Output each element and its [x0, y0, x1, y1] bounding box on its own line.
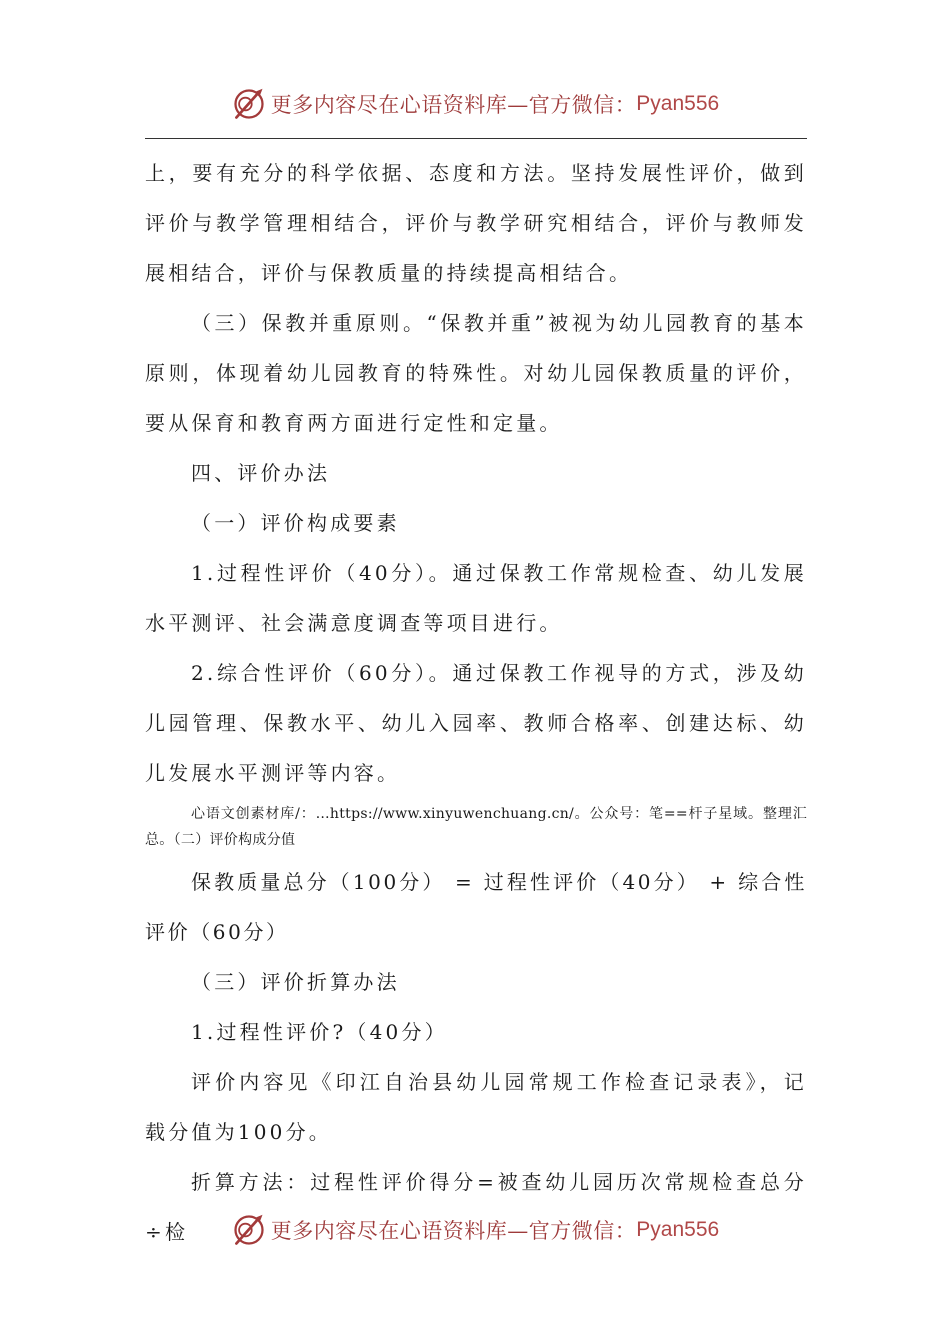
footer-banner	[0, 1208, 950, 1252]
footer-handle: Pyan556	[636, 1218, 720, 1241]
paragraph-evaluation-content: 评价内容见《印江自治县幼儿园常规工作检查记录表》，记载分值为100分。	[145, 1070, 807, 1144]
pen-logo-icon	[231, 1212, 267, 1248]
header-handle: Pyan556	[636, 92, 720, 115]
source-note: 心语文创素材库/：…https://www.xinyuwenchuang.cn/。公众号：笔==杆子星域。整理汇总。（二）评价构成分值	[145, 806, 807, 848]
paragraph-continuation: 上，要有充分的科学依据、态度和方法。坚持发展性评价，做到评价与教学管理相结合，评价与教学研究相结合，评价与教师发展相结合，评价与保教质量的持续提高相结合。	[145, 161, 807, 285]
item-process-evaluation: 1.过程性评价?（40分）	[191, 1020, 448, 1044]
paragraph-score-formula: 保教质量总分（100分） = 过程性评价（40分） + 综合性评价（60分）	[145, 870, 807, 944]
header-banner	[0, 82, 950, 126]
paragraph-comprehensive-evaluation: 2.综合性评价（60分）。通过保教工作视导的方式，涉及幼儿园管理、保教水平、幼儿入园率、教师合格率、创建达标、幼儿发展水平测评等内容。	[145, 661, 807, 785]
header-divider	[145, 138, 807, 139]
paragraph-principle-3: （三）保教并重原则。“保教并重”被视为幼儿园教育的基本原则，体现着幼儿园教育的特殊性。对幼儿园保教质量的评价，要从保育和教育两方面进行定性和定量。	[145, 311, 807, 435]
subsection-heading-components: （一）评价构成要素	[191, 511, 400, 535]
header-text: 更多内容尽在心语资料库—官方微信：	[270, 93, 637, 117]
paragraph-conversion-method: 折算方法：过程性评价得分=被查幼儿园历次常规检查总分÷检	[145, 1170, 807, 1244]
pen-logo-icon	[231, 86, 267, 122]
subsection-heading-conversion: （三）评价折算办法	[191, 970, 400, 994]
paragraph-process-evaluation: 1.过程性评价（40分）。通过保教工作常规检查、幼儿发展水平测评、社会满意度调查等项目进行。	[145, 561, 807, 635]
document-body	[145, 148, 807, 1257]
section-heading-evaluation-method: 四、评价办法	[191, 461, 331, 485]
footer-text: 更多内容尽在心语资料库—官方微信：	[270, 1219, 637, 1243]
